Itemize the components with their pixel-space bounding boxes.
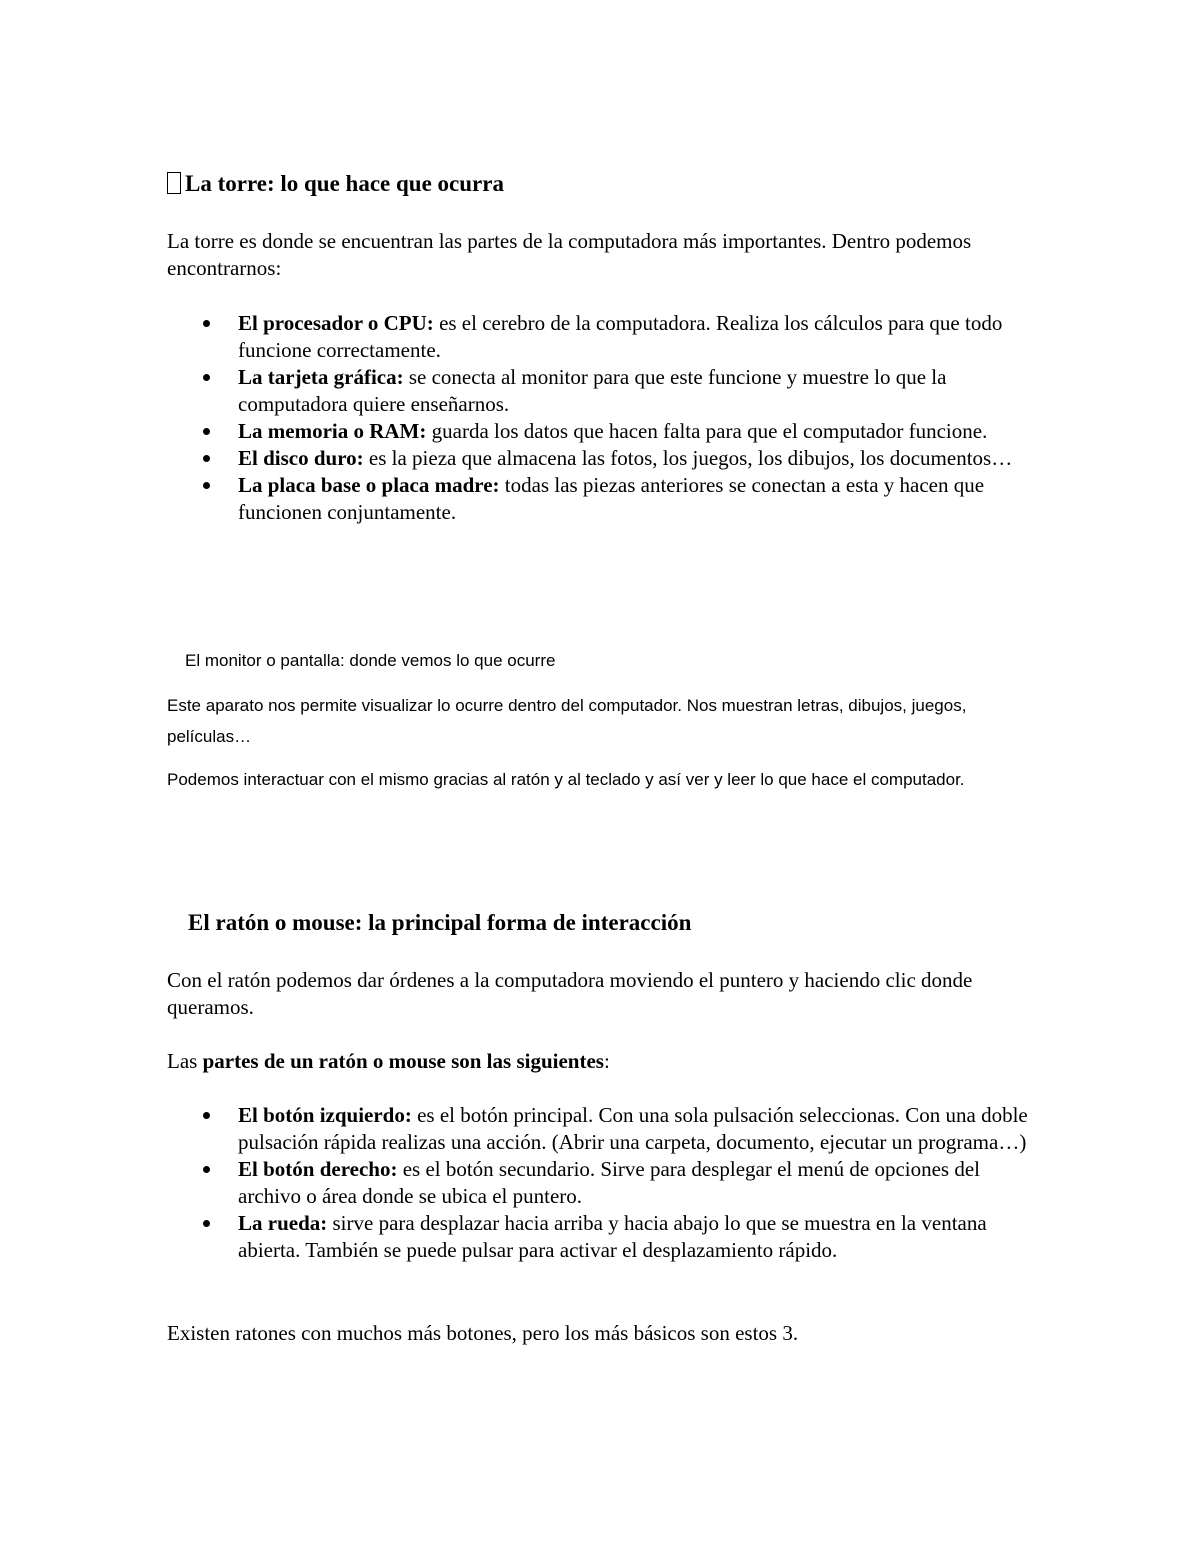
item-text: guarda los datos que hacen falta para que el computador funcione.	[426, 419, 988, 443]
item-text: es el botón secundario. Sirve para desplegar el menú de opciones del archivo o área donde se ubica el puntero.	[238, 1157, 981, 1208]
bullet-icon	[203, 374, 210, 381]
list-item	[167, 445, 1047, 472]
list-item	[167, 1102, 1047, 1156]
item-term: La memoria o RAM:	[238, 419, 427, 443]
tower-heading-text: La torre: lo que hace que ocurra	[185, 171, 504, 196]
item-term: La tarjeta gráfica:	[238, 365, 404, 389]
mouse-parts-heading	[167, 1048, 1047, 1075]
bullet-icon	[203, 482, 210, 489]
item-term: El disco duro:	[238, 446, 364, 470]
parts-bold: partes de un ratón o mouse son las siguientes	[202, 1049, 604, 1073]
monitor-paragraph-1: Este aparato nos permite visualizar lo ocurre dentro del computador. Nos muestran letras, dibujos, juegos, películas…	[167, 696, 967, 746]
list-item	[167, 1156, 1047, 1210]
bullet-icon	[203, 1112, 210, 1119]
bullet-icon	[203, 320, 210, 327]
parts-suffix: :	[603, 1049, 610, 1073]
monitor-heading: El monitor o pantalla: donde vemos lo que ocurre	[185, 651, 556, 670]
item-text: todas las piezas anteriores se conectan a esta y hacen que funcionen conjuntamente.	[238, 473, 985, 524]
mouse-closing: Existen ratones con muchos más botones, pero los más básicos son estos 3.	[167, 1321, 799, 1345]
bullet-icon	[203, 1166, 210, 1173]
item-term: El botón derecho:	[238, 1157, 398, 1181]
monitor-paragraph-2: Podemos interactuar con el mismo gracias al ratón y al teclado y así ver y leer lo que hace el computador.	[167, 770, 965, 789]
tower-intro: La torre es donde se encuentran las partes de la computadora más importantes. Dentro podemos encontrarnos:	[167, 229, 972, 280]
item-term: El procesador o CPU:	[238, 311, 434, 335]
item-text: es la pieza que almacena las fotos, los juegos, los dibujos, los documentos…	[363, 446, 1013, 470]
item-text: sirve para desplazar hacia arriba y hacia abajo lo que se muestra en la ventana abierta. También se puede pulsar para activar el desplazamiento rápido.	[238, 1211, 987, 1262]
item-term: La rueda:	[238, 1211, 328, 1235]
list-item	[167, 472, 1047, 526]
item-term: El botón izquierdo:	[238, 1103, 412, 1127]
mouse-intro: Con el ratón podemos dar órdenes a la computadora moviendo el puntero y haciendo clic donde queramos.	[167, 968, 973, 1019]
item-text: es el botón principal. Con una sola pulsación seleccionas. Con una doble pulsación rápida realizas una acción. (Abrir una carpeta, documento, ejecutar un programa…)	[238, 1103, 1028, 1154]
parts-prefix: Las	[167, 1049, 203, 1073]
mouse-heading: El ratón o mouse: la principal forma de interacción	[188, 910, 692, 935]
bullet-icon	[203, 455, 210, 462]
list-item	[167, 310, 1047, 364]
item-term: La placa base o placa madre:	[238, 473, 500, 497]
bullet-icon	[203, 1220, 210, 1227]
tower-parts-list	[167, 310, 1047, 526]
missing-glyph-icon	[167, 172, 181, 194]
list-item	[167, 364, 1047, 418]
list-item	[167, 1210, 1047, 1264]
item-text: es el cerebro de la computadora. Realiza los cálculos para que todo funcione correctamente.	[238, 311, 1003, 362]
bullet-icon	[203, 428, 210, 435]
item-text: se conecta al monitor para que este funcione y muestre lo que la computadora quiere enseñarnos.	[238, 365, 947, 416]
tower-heading	[167, 169, 1047, 199]
mouse-parts-list	[167, 1102, 1047, 1264]
list-item	[167, 418, 1047, 445]
